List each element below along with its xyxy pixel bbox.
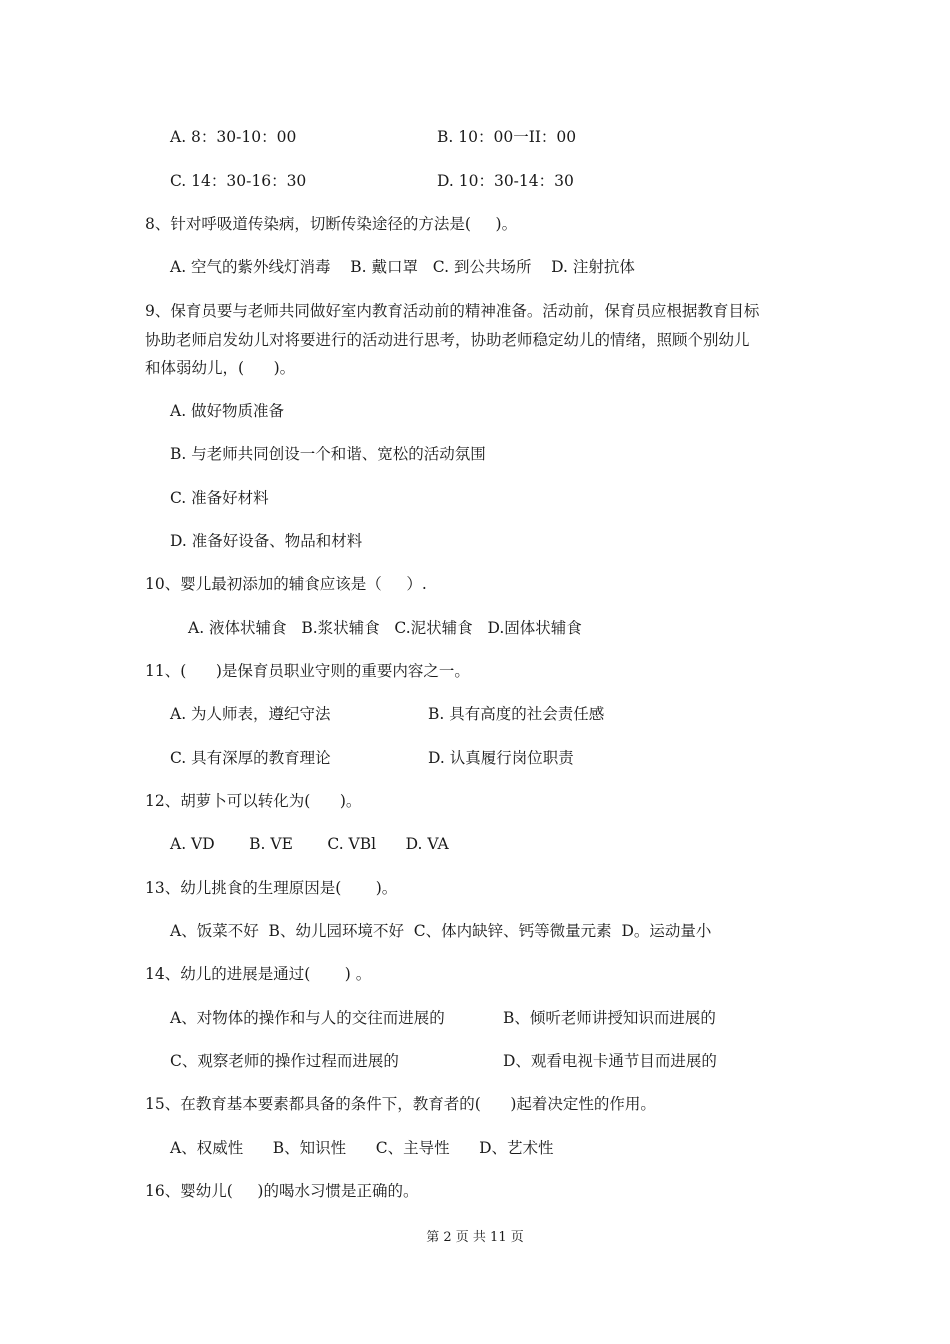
q14-option-d: D、观看电视卡通节目而进展的 xyxy=(503,1052,717,1070)
q9-option-b: B. 与老师共同创设一个和谐、宽松的活动氛围 xyxy=(170,445,486,463)
q14-option-b: B、倾听老师讲授知识而进展的 xyxy=(503,1009,716,1027)
q11-option-b: B. 具有高度的社会责任感 xyxy=(428,705,605,723)
q13-options: A、饭菜不好 B、幼儿园环境不好 C、体内缺锌、钙等微量元素 D。运动量小 xyxy=(170,922,712,940)
q9-stem-line-3: 和体弱幼儿，( )。 xyxy=(145,359,296,377)
q9-stem-line-2: 协助老师启发幼儿对将要进行的活动进行思考，协助老师稳定幼儿的情绪，照顾个别幼儿 xyxy=(145,331,750,349)
q11-option-d: D. 认真履行岗位职责 xyxy=(428,749,574,767)
q14-option-a: A、对物体的操作和与人的交往而进展的 xyxy=(170,1009,445,1027)
q7-option-b: B. 10：00一II：00 xyxy=(437,128,577,146)
q11-stem: 11、( )是保育员职业守则的重要内容之一。 xyxy=(145,662,470,680)
page-number-footer: 第 2 页 共 11 页 xyxy=(426,1230,524,1245)
q10-stem: 10、婴儿最初添加的辅食应该是（ ）. xyxy=(145,575,427,593)
q7-option-d: D. 10：30-14：30 xyxy=(437,172,574,190)
q7-option-c: C. 14：30-16：30 xyxy=(170,172,307,190)
q13-stem: 13、幼儿挑食的生理原因是( )。 xyxy=(145,879,398,897)
q15-stem: 15、在教育基本要素都具备的条件下，教育者的( )起着决定性的作用。 xyxy=(145,1095,656,1113)
q7-option-a: A. 8：30-10：00 xyxy=(170,128,297,146)
q9-stem-line-1: 9、保育员要与老师共同做好室内教育活动前的精神准备。活动前，保育员应根据教育目标 xyxy=(145,302,760,320)
q14-option-c: C、观察老师的操作过程而进展的 xyxy=(170,1052,399,1070)
q11-option-a: A. 为人师表，遵纪守法 xyxy=(170,705,331,723)
q15-options: A、权威性 B、知识性 C、主导性 D、艺术性 xyxy=(170,1139,554,1157)
q9-option-c: C. 准备好材料 xyxy=(170,489,269,507)
q10-options: A. 液体状辅食 B.浆状辅食 C.泥状辅食 D.固体状辅食 xyxy=(188,619,582,637)
q14-stem: 14、幼儿的进展是通过( ) 。 xyxy=(145,965,372,983)
q8-stem: 8、针对呼吸道传染病，切断传染途径的方法是( )。 xyxy=(145,215,518,233)
q12-options: A. VD B. VE C. VBl D. VA xyxy=(170,835,449,853)
q9-option-a: A. 做好物质准备 xyxy=(170,402,285,420)
q8-options: A. 空气的紫外线灯消毒 B. 戴口罩 C. 到公共场所 D. 注射抗体 xyxy=(170,258,635,276)
q9-option-d: D. 准备好设备、物品和材料 xyxy=(170,532,363,550)
q16-stem: 16、婴幼儿( )的喝水习惯是正确的。 xyxy=(145,1182,419,1200)
q11-option-c: C. 具有深厚的教育理论 xyxy=(170,749,331,767)
q12-stem: 12、胡萝卜可以转化为( )。 xyxy=(145,792,362,810)
